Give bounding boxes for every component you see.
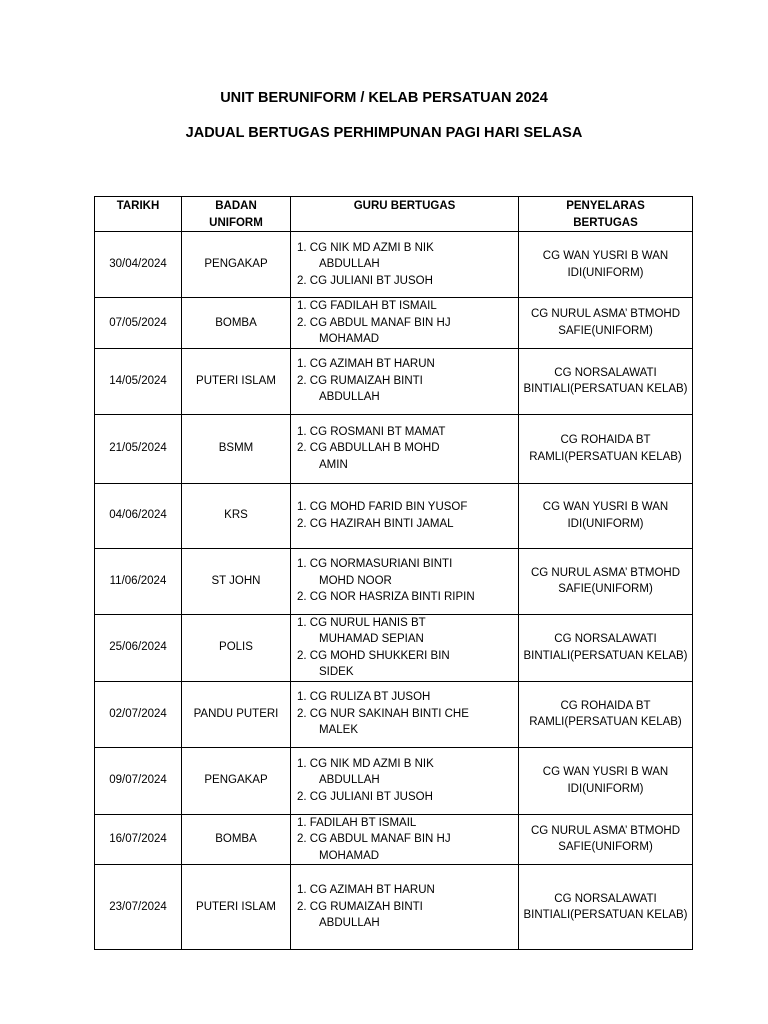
guru-line: 1. CG FADILAH BT ISMAIL <box>297 300 437 312</box>
cell-penyelaras-bertugas <box>519 814 693 865</box>
penyelaras-line: CG ROHAIDA BT RAMLI <box>529 699 651 728</box>
penyelaras-line: ALI <box>552 909 571 921</box>
cell-badan-uniform: BOMBA <box>182 298 291 349</box>
cell-badan-uniform: KRS <box>182 483 291 548</box>
header-badan-uniform <box>182 197 291 232</box>
guru-line: ABDULLAH <box>319 391 380 404</box>
cell-penyelaras-bertugas <box>519 548 693 614</box>
table-row <box>95 747 693 814</box>
guru-line: MOHD NOOR <box>319 574 392 587</box>
guru-line: SIDEK <box>319 666 354 678</box>
document-title: UNIT BERUNIFORM / KELAB PERSATUAN 2024 <box>220 90 548 106</box>
guru-line: 1. FADILAH BT ISMAIL <box>297 816 417 829</box>
cell-guru-bertugas <box>291 814 519 865</box>
guru-line: MALEK <box>319 724 358 737</box>
cell-penyelaras-bertugas <box>519 348 693 414</box>
cell-penyelaras-bertugas <box>519 232 693 298</box>
penyelaras-line: ALI <box>552 383 571 395</box>
header-penyelaras-line-2: BERTUGAS <box>573 216 638 229</box>
guru-line: MUHAMAD SEPIAN <box>319 633 424 645</box>
penyelaras-line: (UNIFORM) <box>582 517 644 530</box>
cell-tarikh: 02/07/2024 <box>95 681 182 747</box>
penyelaras-line: CG WAN YUSRI B WAN IDI <box>542 766 669 795</box>
cell-badan-uniform: ST JOHN <box>182 548 291 614</box>
penyelaras-line: CG NURUL ASMA’ BT <box>530 824 645 837</box>
penyelaras-line: CG NURUL ASMA’ BT <box>530 308 645 321</box>
cell-badan-uniform: PENGAKAP <box>182 232 291 298</box>
guru-line: 2. CG NOR HASRIZA BINTI RIPIN <box>297 591 475 604</box>
cell-guru-bertugas <box>291 232 519 298</box>
header-penyelaras-line-1: PENYELARAS <box>566 200 645 212</box>
guru-line: 2. CG JULIANI BT JUSOH <box>297 274 433 287</box>
guru-line: 2. CG RUMAIZAH BINTI <box>297 374 423 387</box>
guru-line: MOHAMAD <box>319 849 380 862</box>
cell-badan-uniform: BSMM <box>182 414 291 483</box>
cell-badan-uniform: POLIS <box>182 614 291 681</box>
guru-line: 1. CG NIK MD AZMI B NIK <box>297 757 434 770</box>
guru-line: 2. CG ABDUL MANAF BIN HJ <box>297 316 451 329</box>
penyelaras-line: ALI <box>552 649 571 662</box>
guru-line: 1. CG AZIMAH BT HARUN <box>297 358 435 371</box>
cell-tarikh: 11/06/2024 <box>95 548 182 614</box>
penyelaras-line: (PERSATUAN KELAB) <box>570 649 688 662</box>
cell-guru-bertugas <box>291 483 519 548</box>
table-row <box>95 298 693 349</box>
penyelaras-line: (UNIFORM) <box>582 782 644 795</box>
header-guru-bertugas: GURU BERTUGAS <box>291 197 519 232</box>
guru-line: 2. CG NUR SAKINAH BINTI CHE <box>297 707 469 720</box>
table-row <box>95 348 693 414</box>
table-row <box>95 614 693 681</box>
cell-guru-bertugas <box>291 614 519 681</box>
cell-penyelaras-bertugas <box>519 483 693 548</box>
penyelaras-line: (PERSATUAN KELAB) <box>570 909 688 921</box>
guru-line: 1. CG MOHD FARID BIN YUSOF <box>297 501 468 513</box>
cell-badan-uniform: PUTERI ISLAM <box>182 865 291 950</box>
penyelaras-line: MOHD SAFIE <box>558 824 681 854</box>
cell-penyelaras-bertugas <box>519 865 693 950</box>
penyelaras-line: (PERSATUAN KELAB) <box>564 716 682 728</box>
guru-line: 2. CG HAZIRAH BINTI JAMAL <box>297 517 454 530</box>
guru-line: MOHAMAD <box>319 333 380 345</box>
penyelaras-line: MOHD SAFIE <box>558 566 681 595</box>
cell-tarikh: 09/07/2024 <box>95 747 182 814</box>
cell-tarikh: 21/05/2024 <box>95 414 182 483</box>
penyelaras-line: CG WAN YUSRI B WAN IDI <box>542 501 669 530</box>
cell-tarikh: 04/06/2024 <box>95 483 182 548</box>
penyelaras-line: CG NORSALAWATI BINTI <box>523 633 657 662</box>
guru-line: 2. CG JULIANI BT JUSOH <box>297 790 433 803</box>
guru-line: 1. CG NURUL HANIS BT <box>297 616 426 629</box>
cell-penyelaras-bertugas <box>519 298 693 349</box>
penyelaras-line: (PERSATUAN KELAB) <box>570 383 688 395</box>
cell-tarikh: 30/04/2024 <box>95 232 182 298</box>
guru-line: 1. CG RULIZA BT JUSOH <box>297 691 431 704</box>
duty-schedule-table <box>94 196 693 950</box>
guru-line: 2. CG ABDULLAH B MOHD <box>297 442 440 455</box>
penyelaras-line: CG NORSALAWATI BINTI <box>523 892 657 921</box>
guru-line: ABDULLAH <box>319 917 380 930</box>
cell-guru-bertugas <box>291 548 519 614</box>
table-row <box>95 814 693 865</box>
cell-tarikh: 16/07/2024 <box>95 814 182 865</box>
penyelaras-line: CG NURUL ASMA’ BT <box>530 566 645 579</box>
penyelaras-line: (UNIFORM) <box>582 266 644 279</box>
guru-line: 2. CG MOHD SHUKKERI BIN <box>297 649 450 662</box>
penyelaras-line: MOHD SAFIE <box>558 308 681 337</box>
table-row <box>95 865 693 950</box>
cell-guru-bertugas <box>291 865 519 950</box>
cell-tarikh: 25/06/2024 <box>95 614 182 681</box>
penyelaras-line: (PERSATUAN KELAB) <box>564 450 682 463</box>
penyelaras-line: CG WAN YUSRI B WAN IDI <box>542 250 669 279</box>
cell-penyelaras-bertugas <box>519 681 693 747</box>
cell-guru-bertugas <box>291 681 519 747</box>
cell-badan-uniform: BOMBA <box>182 814 291 865</box>
cell-penyelaras-bertugas <box>519 614 693 681</box>
cell-penyelaras-bertugas <box>519 747 693 814</box>
penyelaras-line: CG ROHAIDA BT RAMLI <box>529 434 651 463</box>
table-body <box>95 232 693 950</box>
table-row <box>95 414 693 483</box>
guru-line: 1. CG NIK MD AZMI B NIK <box>297 241 434 254</box>
table-header-row <box>95 197 693 232</box>
cell-badan-uniform: PENGAKAP <box>182 747 291 814</box>
header-badan-line-1: BADAN <box>215 200 257 212</box>
cell-tarikh: 23/07/2024 <box>95 865 182 950</box>
guru-line: 1. CG NORMASURIANI BINTI <box>297 558 453 571</box>
penyelaras-line: (UNIFORM) <box>591 324 653 337</box>
guru-line: ABDULLAH <box>319 258 380 271</box>
penyelaras-line: CG NORSALAWATI BINTI <box>523 366 657 395</box>
table-row <box>95 232 693 298</box>
header-penyelaras-bertugas <box>519 197 693 232</box>
cell-guru-bertugas <box>291 414 519 483</box>
cell-guru-bertugas <box>291 747 519 814</box>
cell-guru-bertugas <box>291 298 519 349</box>
penyelaras-line: (UNIFORM) <box>591 583 653 595</box>
guru-line: 1. CG AZIMAH BT HARUN <box>297 884 435 897</box>
guru-line: 2. CG RUMAIZAH BINTI <box>297 900 423 913</box>
table-row <box>95 483 693 548</box>
cell-badan-uniform: PANDU PUTERI <box>182 681 291 747</box>
cell-badan-uniform: PUTERI ISLAM <box>182 348 291 414</box>
header-badan-line-2: UNIFORM <box>209 216 263 229</box>
guru-line: ABDULLAH <box>319 774 380 787</box>
guru-line: AMIN <box>319 458 348 471</box>
document-subtitle: JADUAL BERTUGAS PERHIMPUNAN PAGI HARI SELASA <box>185 125 583 141</box>
header-tarikh: TARIKH <box>95 197 182 232</box>
cell-guru-bertugas <box>291 348 519 414</box>
guru-line: 1. CG ROSMANI BT MAMAT <box>297 425 446 438</box>
cell-tarikh: 07/05/2024 <box>95 298 182 349</box>
cell-tarikh: 14/05/2024 <box>95 348 182 414</box>
guru-line: 2. CG ABDUL MANAF BIN HJ <box>297 833 451 845</box>
cell-penyelaras-bertugas <box>519 414 693 483</box>
table-row <box>95 548 693 614</box>
penyelaras-line: (UNIFORM) <box>591 841 653 854</box>
table-row <box>95 681 693 747</box>
